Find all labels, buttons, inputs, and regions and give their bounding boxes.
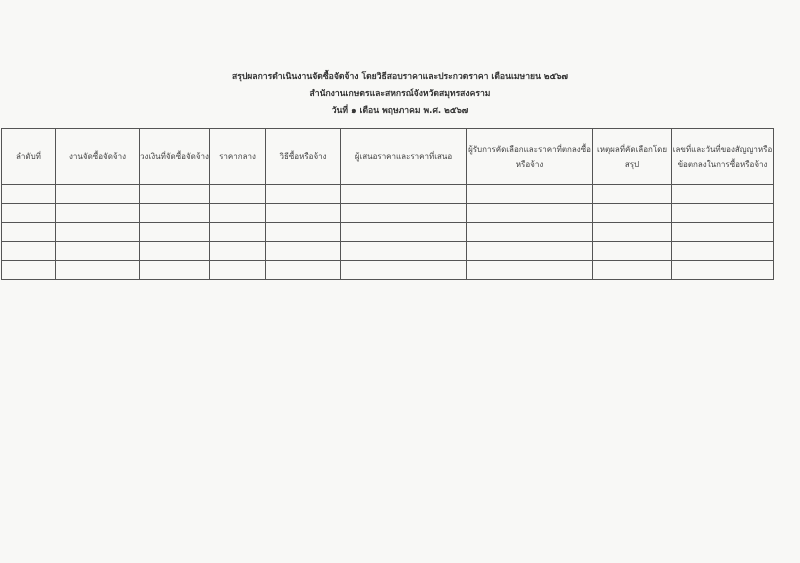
table-cell — [140, 204, 210, 223]
table-cell — [467, 204, 593, 223]
table-cell — [140, 261, 210, 280]
table-cell — [672, 242, 774, 261]
column-header-selected-vendor: ผู้รับการคัดเลือกและราคาที่ตกลงซื้อหรือจ้าง — [467, 129, 593, 185]
table-cell — [2, 242, 56, 261]
table-cell — [2, 261, 56, 280]
table-cell — [210, 223, 266, 242]
table-header-row — [2, 129, 774, 185]
report-date: วันที่ ๑ เดือน พฤษภาคม พ.ศ. ๒๕๖๗ — [331, 106, 469, 116]
table-cell — [467, 223, 593, 242]
table-cell — [266, 204, 341, 223]
column-header-median-price: ราคากลาง — [210, 129, 266, 185]
table-cell — [2, 185, 56, 204]
table-cell — [210, 261, 266, 280]
table-cell — [56, 242, 140, 261]
table-cell — [341, 185, 467, 204]
table-cell — [140, 185, 210, 204]
table-cell — [341, 223, 467, 242]
table-cell — [672, 261, 774, 280]
table-cell — [467, 242, 593, 261]
table-cell — [593, 261, 672, 280]
column-header-sequence: ลำดับที่ — [2, 129, 56, 185]
table-cell — [2, 223, 56, 242]
table-cell — [341, 204, 467, 223]
table-cell — [266, 223, 341, 242]
table-cell — [266, 261, 341, 280]
table-cell — [467, 185, 593, 204]
table-cell — [593, 185, 672, 204]
table-cell — [593, 223, 672, 242]
table-cell — [593, 204, 672, 223]
table-cell — [672, 185, 774, 204]
table-cell — [2, 204, 56, 223]
report-title: สรุปผลการดำเนินงานจัดซื้อจัดจ้าง โดยวิธีสอบราคาและประกวดราคา เดือนเมษายน ๒๕๖๗ — [231, 72, 569, 82]
table-cell — [56, 204, 140, 223]
table-row — [2, 261, 774, 280]
table-cell — [210, 204, 266, 223]
table-cell — [672, 204, 774, 223]
table-cell — [56, 223, 140, 242]
column-header-budget: วงเงินที่จัดซื้อจัดจ้าง — [140, 129, 210, 185]
column-header-contract-ref: เลขที่และวันที่ของสัญญาหรือข้อตกลงในการซื้อหรือจ้าง — [672, 129, 774, 185]
table-cell — [266, 185, 341, 204]
table-cell — [210, 185, 266, 204]
column-header-procurement-item: งานจัดซื้อจัดจ้าง — [56, 129, 140, 185]
table-cell — [140, 223, 210, 242]
column-header-selection-reason: เหตุผลที่คัดเลือกโดยสรุป — [593, 129, 672, 185]
table-cell — [467, 261, 593, 280]
table-cell — [56, 185, 140, 204]
table-cell — [341, 242, 467, 261]
table-row — [2, 242, 774, 261]
column-header-bidders: ผู้เสนอราคาและราคาที่เสนอ — [341, 129, 467, 185]
table-cell — [140, 242, 210, 261]
table-cell — [56, 261, 140, 280]
column-header-method: วิธีซื้อหรือจ้าง — [266, 129, 341, 185]
table-cell — [210, 242, 266, 261]
table-cell — [593, 242, 672, 261]
office-name: สำนักงานเกษตรและสหกรณ์จังหวัดสมุทรสงคราม — [309, 89, 491, 99]
table-row — [2, 185, 774, 204]
table-cell — [341, 261, 467, 280]
table-row — [2, 204, 774, 223]
procurement-summary-table — [1, 128, 774, 280]
table-cell — [672, 223, 774, 242]
table-cell — [266, 242, 341, 261]
table-row — [2, 223, 774, 242]
